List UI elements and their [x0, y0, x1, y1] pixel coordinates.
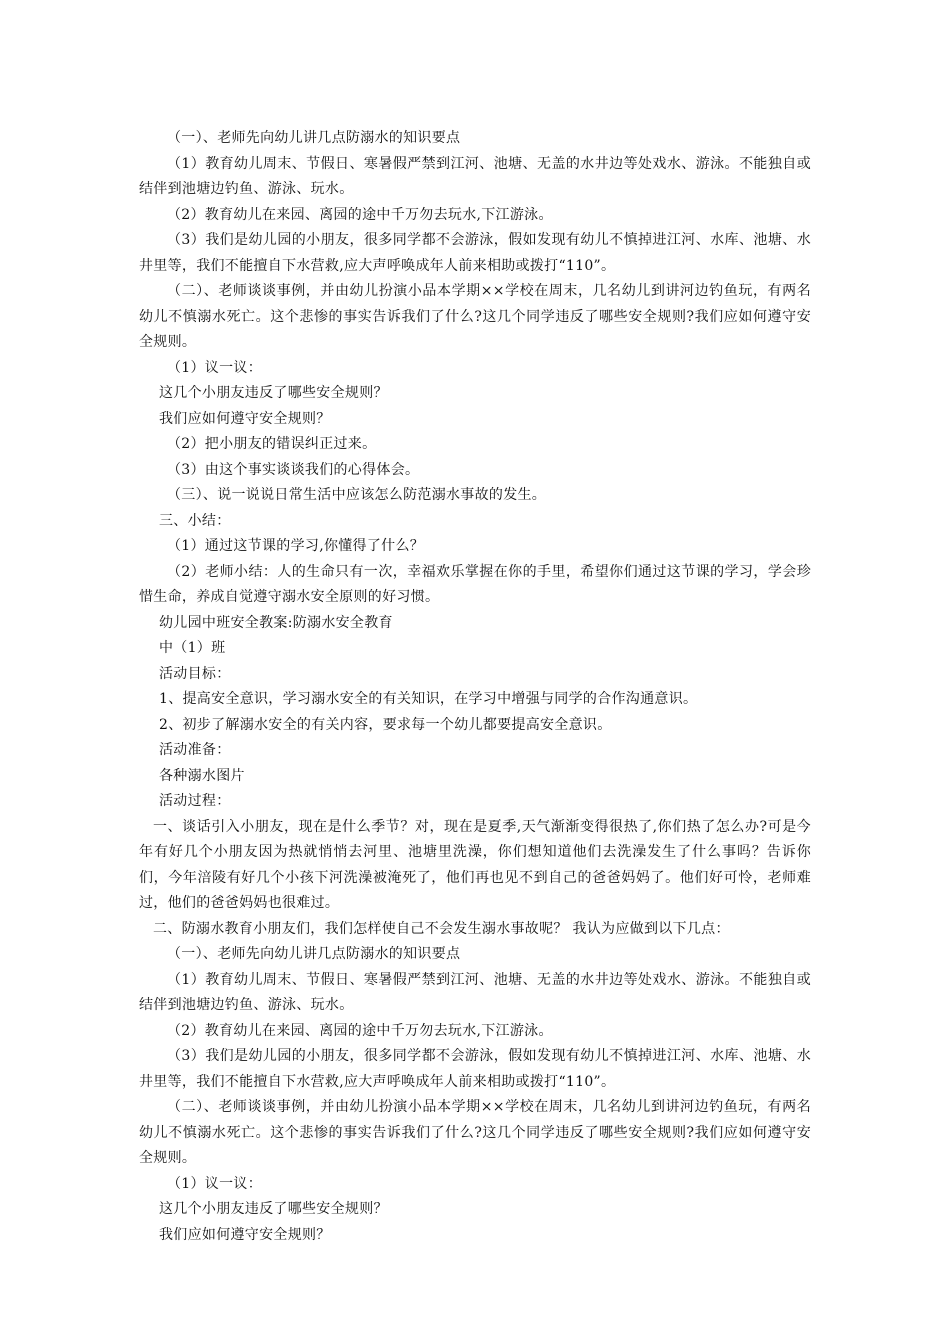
paragraph: （一）、老师先向幼儿讲几点防溺水的知识要点	[167, 130, 461, 146]
paragraph: （1）通过这节课的学习,你懂得了什么？	[167, 538, 425, 554]
paragraph: （2）教育幼儿在来园、离园的途中千万勿去玩水,下江游泳。	[167, 206, 553, 223]
paragraph: （二）、老师谈谈事例，并由幼儿扮演小品本学期××学校在周末，几名幼儿到讲河边钓鱼玩，有两名幼儿不慎溺水死亡。这个悲惨的事实告诉我们了什么?这几个同学违反了哪些安全规则?我们应如何遵守安全规则。	[139, 283, 811, 350]
paragraph: 幼儿园中班安全教案:防溺水安全教育	[159, 614, 393, 631]
paragraph: （3）我们是幼儿园的小朋友，很多同学都不会游泳，假如发现有幼儿不慎掉进江河、水库、池塘、水井里等，我们不能擅自下水营救,应大声呼唤成年人前来相助或拨打“110”。	[139, 1048, 811, 1090]
document-body	[139, 126, 811, 1248]
paragraph: 活动准备：	[159, 742, 231, 758]
paragraph: 我们应如何遵守安全规则？	[159, 410, 331, 427]
paragraph: 三、小结：	[159, 512, 231, 529]
paragraph: 2、初步了解溺水安全的有关内容，要求每一个幼儿都要提高安全意识。	[159, 716, 612, 733]
paragraph: （三）、说一说说日常生活中应该怎么防范溺水事故的发生。	[167, 487, 547, 503]
paragraph: （一）、老师先向幼儿讲几点防溺水的知识要点	[167, 946, 461, 962]
paragraph: （2）老师小结：人的生命只有一次，幸福欢乐掌握在你的手里，希望你们通过这节课的学习，学会珍惜生命，养成自觉遵守溺水安全原则的好习惯。	[139, 563, 811, 605]
paragraph: 一、谈话引入小朋友，现在是什么季节？对，现在是夏季,天气渐渐变得很热了,你们热了怎么办?可是今年有好几个小朋友因为热就悄悄去河里、池塘里洗澡，你们想知道他们去洗澡发生了什么事吗？告诉你们，今年涪陵有好几个小孩下河洗澡被淹死了，他们再也见不到自己的爸爸妈妈了。他们好可怜，老师难过，他们的爸爸妈妈也很难过。	[139, 818, 811, 911]
paragraph: 中（1）班	[159, 640, 226, 656]
paragraph: 这几个小朋友违反了哪些安全规则？	[159, 385, 388, 401]
paragraph: 活动过程：	[159, 793, 231, 809]
paragraph: （1）议一议：	[167, 359, 263, 376]
paragraph: 二、防溺水教育小朋友们，我们怎样使自己不会发生溺水事故呢？ 我认为应做到以下几点：	[153, 920, 730, 937]
paragraph: （2）教育幼儿在来园、离园的途中千万勿去玩水,下江游泳。	[167, 1022, 553, 1039]
paragraph: （1）教育幼儿周末、节假日、寒暑假严禁到江河、池塘、无盖的水井边等处戏水、游泳。不能独自或结伴到池塘边钓鱼、游泳、玩水。	[139, 155, 811, 197]
paragraph: （二）、老师谈谈事例，并由幼儿扮演小品本学期××学校在周末，几名幼儿到讲河边钓鱼玩，有两名幼儿不慎溺水死亡。这个悲惨的事实告诉我们了什么?这几个同学违反了哪些安全规则?我们应如何遵守安全规则。	[139, 1099, 811, 1166]
paragraph: 我们应如何遵守安全规则？	[159, 1226, 331, 1243]
paragraph: 这几个小朋友违反了哪些安全规则？	[159, 1201, 388, 1217]
paragraph: （3）我们是幼儿园的小朋友，很多同学都不会游泳，假如发现有幼儿不慎掉进江河、水库、池塘、水井里等，我们不能擅自下水营救,应大声呼唤成年人前来相助或拨打“110”。	[139, 232, 811, 274]
paragraph: 各种溺水图片	[159, 767, 245, 784]
paragraph: （2）把小朋友的错误纠正过来。	[167, 436, 377, 452]
paragraph: （1）教育幼儿周末、节假日、寒暑假严禁到江河、池塘、无盖的水井边等处戏水、游泳。不能独自或结伴到池塘边钓鱼、游泳、玩水。	[139, 971, 811, 1013]
paragraph: 活动目标：	[159, 665, 231, 682]
paragraph: （3）由这个事实谈谈我们的心得体会。	[167, 461, 420, 478]
paragraph: 1、提高安全意识，学习溺水安全的有关知识，在学习中增强与同学的合作沟通意识。	[159, 691, 698, 707]
paragraph: （1）议一议：	[167, 1175, 263, 1192]
